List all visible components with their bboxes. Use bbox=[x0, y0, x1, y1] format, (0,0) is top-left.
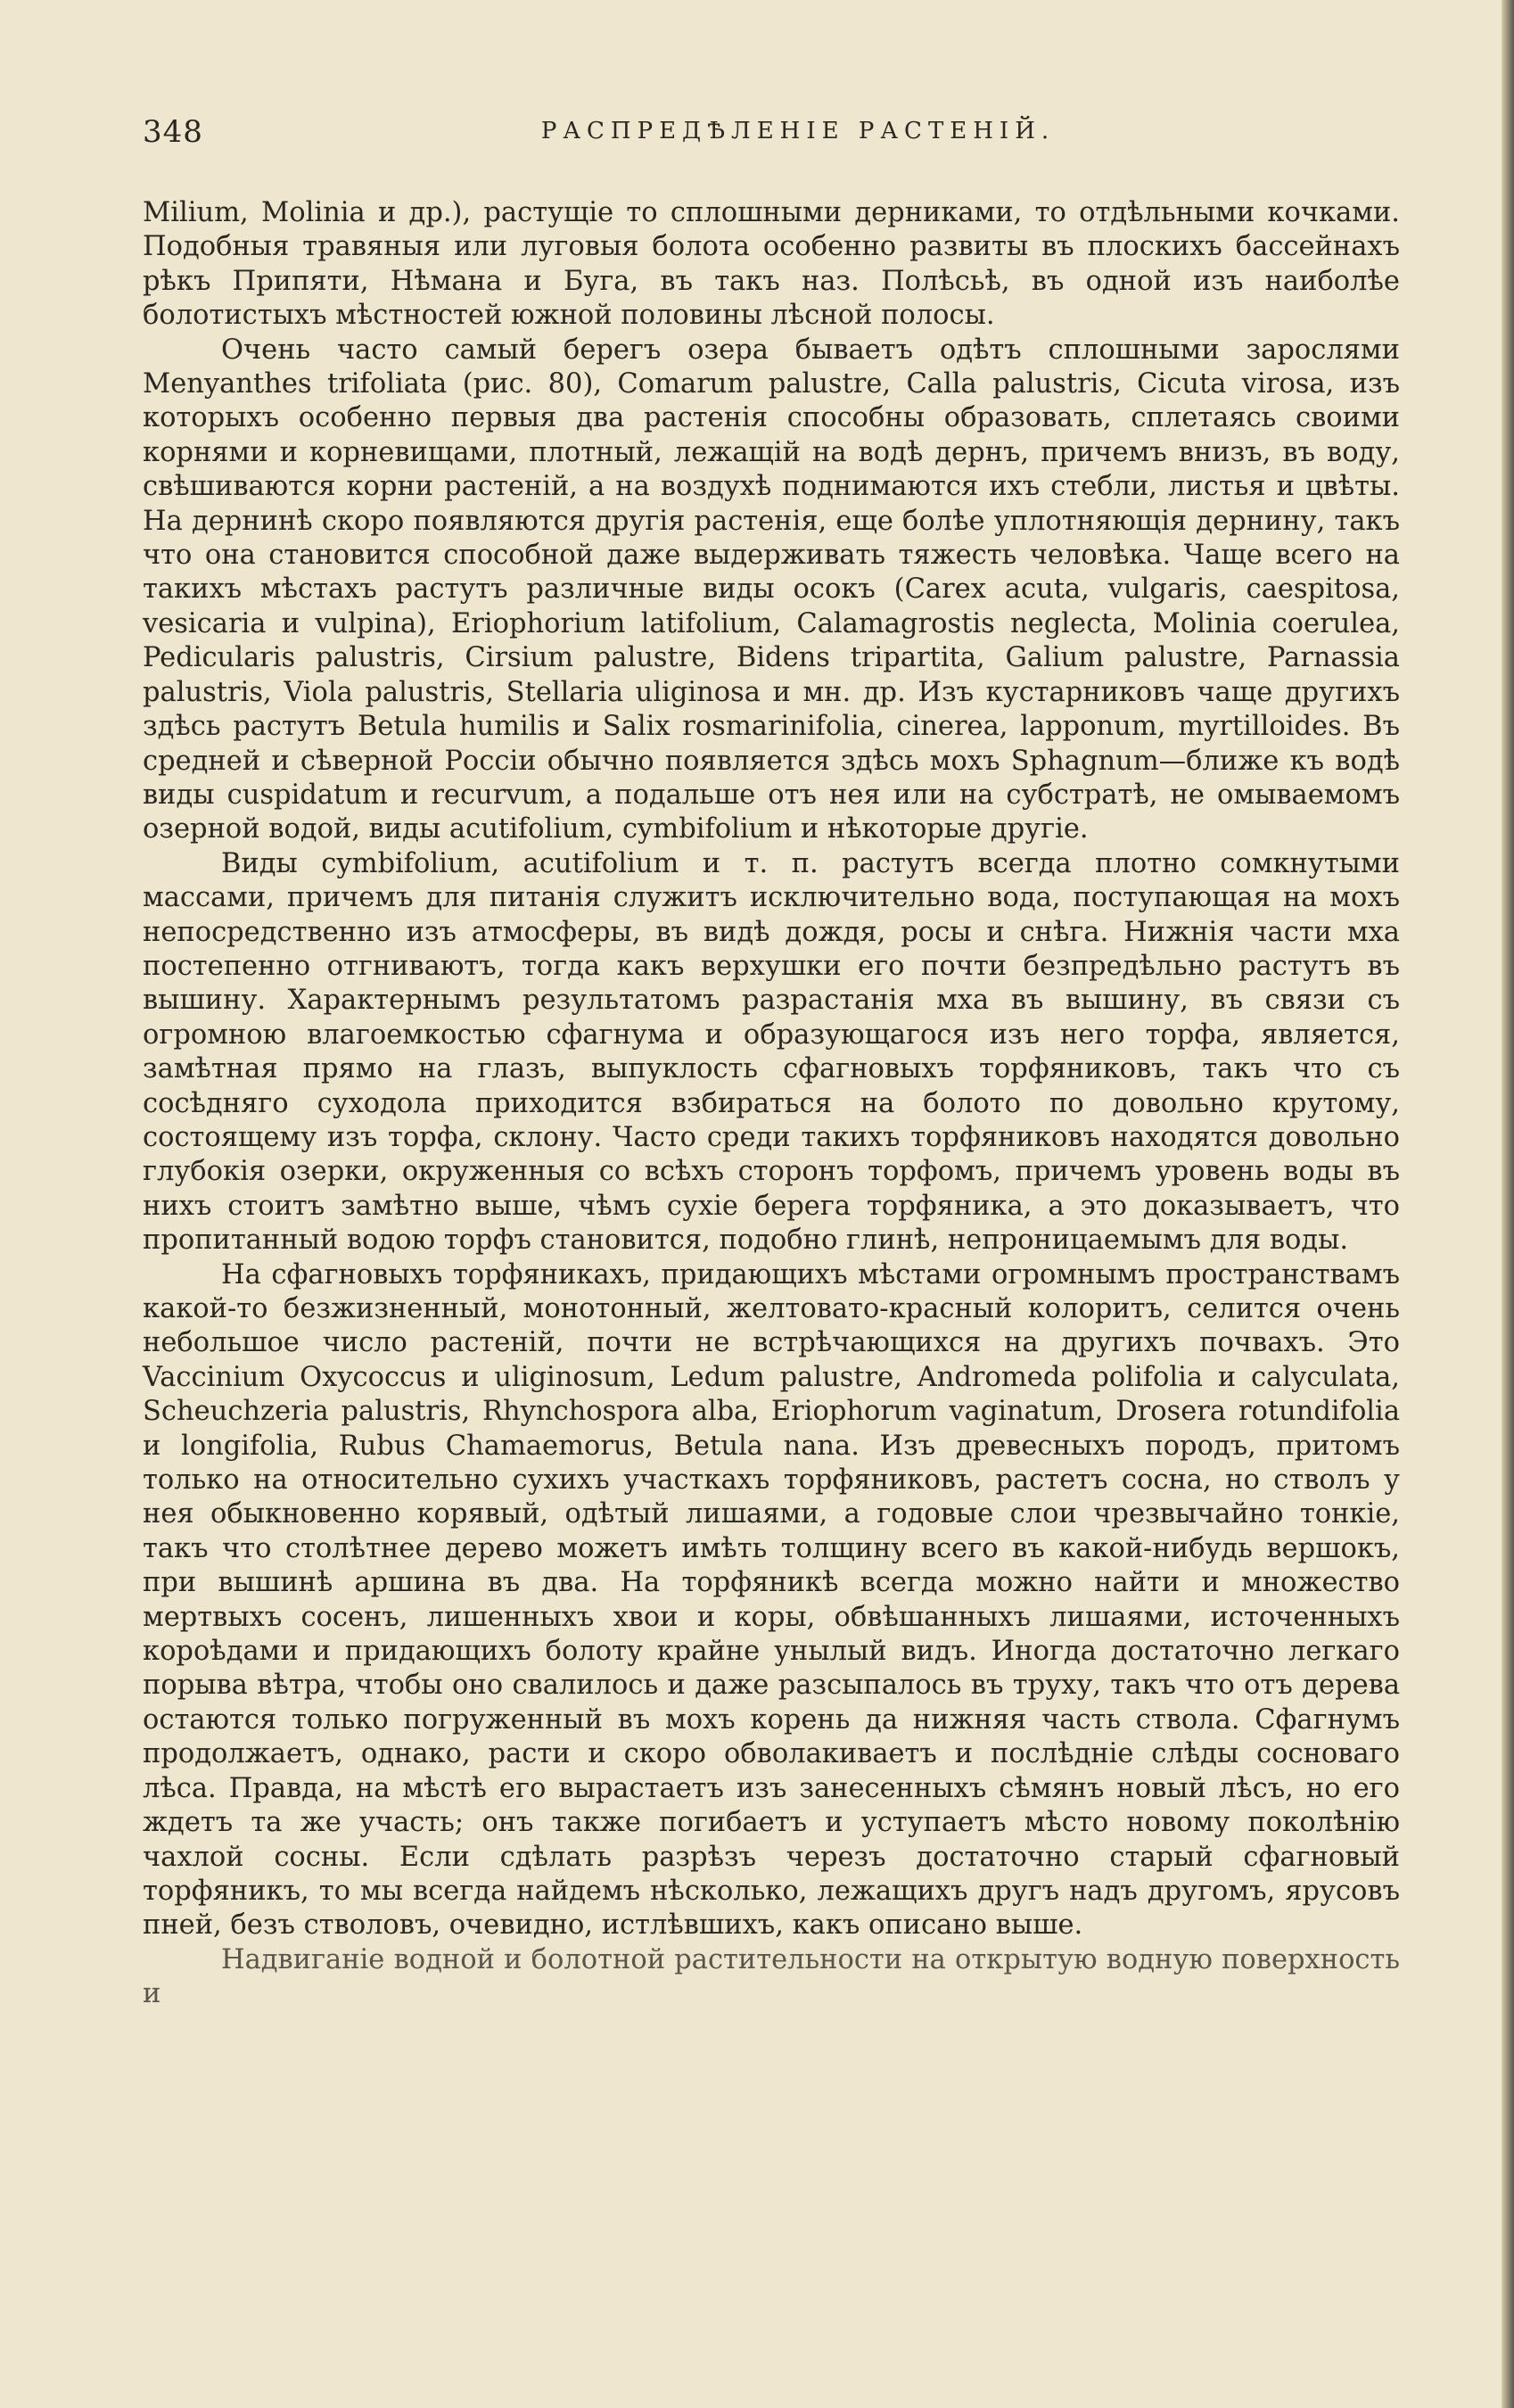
paragraph: Milium, Molinia и др.), растущіе то сплошными дерниками, то отдѣльными кочками. Подобныя травяныя или луговыя болота особенно развиты въ плоскихъ бассейнахъ рѣкъ Припяти, Нѣмана и Буга, въ такъ наз. Полѣсьѣ, въ одной изъ наиболѣе болотистыхъ мѣстностей южной половины лѣсной полосы. bbox=[143, 197, 1400, 332]
page-edge bbox=[1502, 0, 1514, 2408]
paragraph: Очень часто самый берегъ озера бываетъ одѣтъ сплошными зарослями Menyanthes trifoliata (рис. 80), Comarum palustre, Calla palustris, Cicuta virosa, изъ которыхъ особенно первыя два растенія способны образовать, сплетаясь своими корнями и корневищами, плотный, лежащій на водѣ дернъ, причемъ внизъ, въ воду, свѣшиваются корни растеній, а на воздухѣ поднимаются ихъ стебли, листья и цвѣты. На дернинѣ скоро появляются другія растенія, еще болѣе уплотняющія дернину, такъ что она становится способной даже выдерживать тяжесть человѣка. Чаще всего на такихъ мѣстахъ растутъ различные виды осокъ (Carex acuta, vulgaris, caespitosa, vesicaria и vulpina), Eriophorium latifolium, Calamagrostis neglecta, Molinia coerulea, Pedicularis palustris, Cirsium palustre, Bidens tripartita, Galium palustre, Parnassia palustris, Viola palustris, Stellaria uliginosa и мн. др. Изъ кустарниковъ чаще другихъ здѣсь растутъ Betula humilis и Salix rosmarinifolia, cinerea, lapponum, myrtilloides. Въ средней и сѣверной Россіи обычно появляется здѣсь мохъ Sphagnum—ближе къ водѣ виды cuspidatum и recurvum, а подальше отъ нея или на субстратѣ, не омываемомъ озерной водой, виды acutifolium, cymbifolium и нѣкоторые другіе. bbox=[143, 334, 1400, 845]
page-number: 348 bbox=[143, 114, 203, 150]
page-header bbox=[143, 114, 1400, 159]
paragraph: На сфагновыхъ торфяникахъ, придающихъ мѣстами огромнымъ пространствамъ какой-то безжизненный, монотонный, желтовато-красный колоритъ, селится очень небольшое число растеній, почти не встрѣчающихся на другихъ почвахъ. Это Vaccinium Oxycoccus и uliginosum, Ledum palustre, Andromeda polifolia и calyculata, Scheuchzeria palustris, Rhynchospora alba, Eriophorum vaginatum, Drosera rotundifolia и longifolia, Rubus Chamaemorus, Betula nana. Изъ древесныхъ породъ, притомъ только на относительно сухихъ участкахъ торфяниковъ, растетъ сосна, но стволъ у нея обыкновенно корявый, одѣтый лишаями, а годовые слои чрезвычайно тонкіе, такъ что столѣтнее дерево можетъ имѣть толщину всего въ какой-нибудь вершокъ, при вышинѣ аршина въ два. На торфяникѣ всегда можно найти и множество мертвыхъ сосенъ, лишенныхъ хвои и коры, обвѣшанныхъ лишаями, источенныхъ короѣдами и придающихъ болоту крайне унылый видъ. Иногда достаточно легкаго порыва вѣтра, чтобы оно свалилось и даже разсыпалось въ труху, такъ что отъ дерева остаются только погруженный въ мохъ корень да нижняя часть ствола. Сфагнумъ продолжаетъ, однако, расти и скоро обволакиваетъ и послѣдніе слѣды сосноваго лѣса. Правда, на мѣстѣ его вырастаетъ изъ занесенныхъ сѣмянъ новый лѣсъ, но его ждетъ та же участь; онъ также погибаетъ и уступаетъ мѣсто новому поколѣнію чахлой сосны. Если сдѣлать разрѣзъ черезъ достаточно старый сфагновый торфяникъ, то мы всегда найдемъ нѣсколько, лежащихъ другъ надъ другомъ, ярусовъ пней, безъ стволовъ, очевидно, истлѣвшихъ, какъ описано выше. bbox=[143, 1258, 1400, 1942]
body-text bbox=[143, 196, 1400, 2012]
paragraph: Виды cymbifolium, acutifolium и т. п. растутъ всегда плотно сомкнутыми массами, причемъ для питанія служитъ исключительно вода, поступающая на мохъ непосредственно изъ атмосферы, въ видѣ дождя, росы и снѣга. Нижнія части мха постепенно отгниваютъ, тогда какъ верхушки его почти безпредѣльно растутъ въ вышину. Характернымъ результатомъ разрастанія мха въ вышину, въ связи съ огромною влагоемкостью сфагнума и образующагося изъ него торфа, является, замѣтная прямо на глазъ, выпуклость сфагновыхъ торфяниковъ, такъ что съ сосѣдняго суходола приходится взбираться на болото по довольно крутому, состоящему изъ торфа, склону. Часто среди такихъ торфяниковъ находятся довольно глубокія озерки, окруженныя со всѣхъ сторонъ торфомъ, причемъ уровень воды въ нихъ стоитъ замѣтно выше, чѣмъ сухіе берега торфяника, а это доказываетъ, что пропитанный водою торфъ становится, подобно глинѣ, непроницаемымъ для воды. bbox=[143, 847, 1400, 1257]
running-title: РАСПРЕДѢЛЕНІЕ РАСТЕНІЙ. bbox=[540, 118, 1056, 144]
paragraph: Надвиганіе водной и болотной растительности на открытую водную поверхность и bbox=[143, 1943, 1400, 2010]
